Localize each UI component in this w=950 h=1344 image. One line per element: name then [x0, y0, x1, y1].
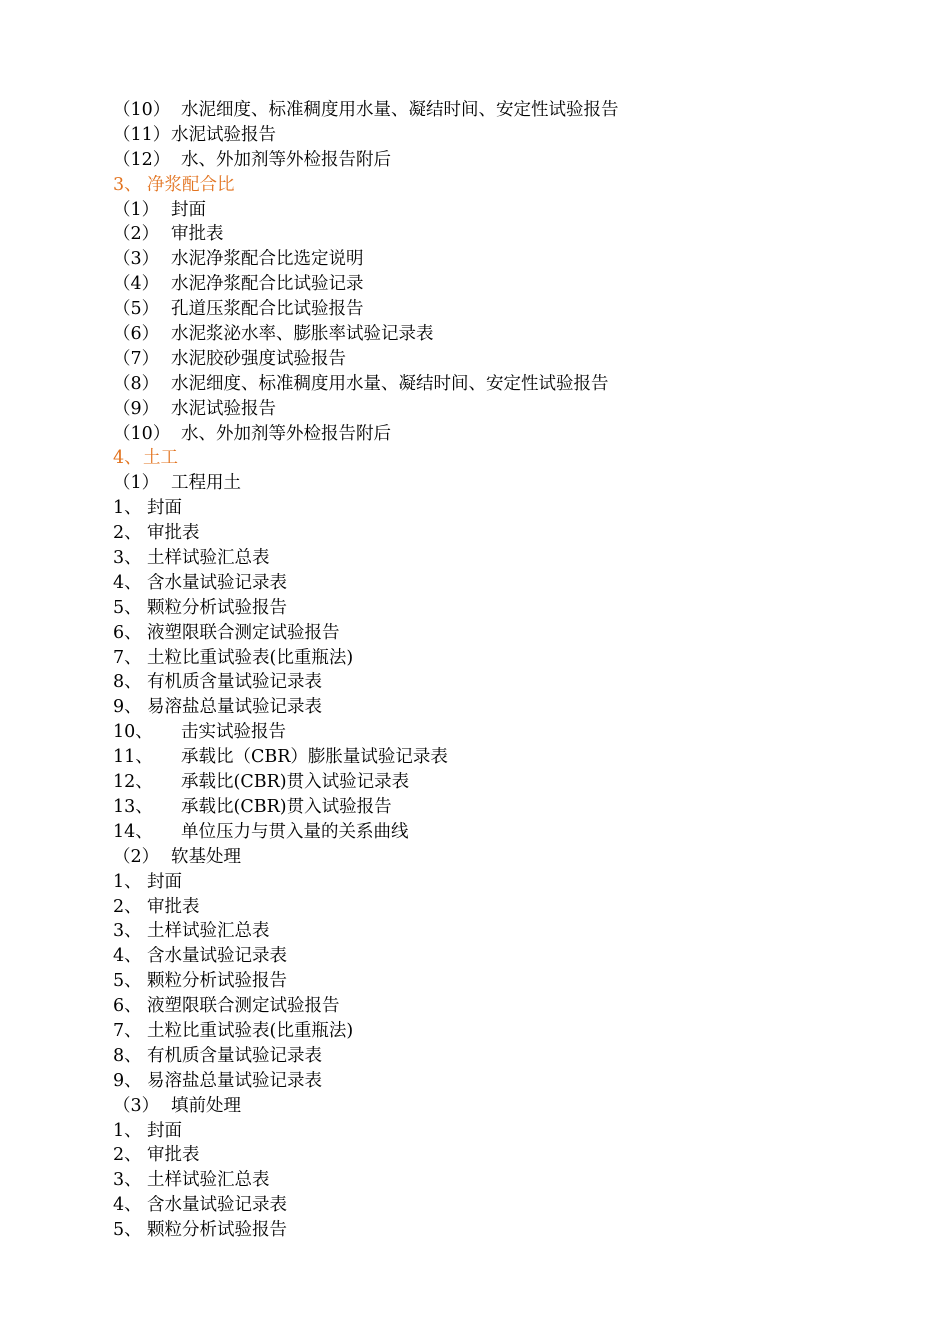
- item-text: 易溶盐总量试验记录表: [147, 1070, 322, 1091]
- item-number: 3、: [113, 174, 142, 195]
- item-text: 颗粒分析试验报告: [147, 597, 287, 618]
- item-text: 承载比(CBR)贯入试验记录表: [181, 772, 410, 793]
- item-text: 颗粒分析试验报告: [147, 1220, 287, 1241]
- list-item: [113, 969, 913, 994]
- item-text: 封面: [171, 199, 206, 220]
- item-text: 含水量试验记录表: [147, 1195, 287, 1216]
- list-item: [113, 1069, 913, 1094]
- item-number: 1、: [113, 498, 142, 519]
- list-item: [113, 272, 913, 297]
- list-item: [113, 347, 913, 372]
- item-number: 3、: [113, 548, 142, 569]
- list-item: [113, 919, 913, 944]
- list-item: [113, 521, 913, 546]
- item-number: 6、: [113, 622, 142, 643]
- list-item: [113, 397, 913, 422]
- item-text: 封面: [147, 871, 182, 892]
- item-text: 土样试验汇总表: [147, 1170, 270, 1191]
- item-number: （3）: [113, 249, 160, 270]
- list-item: [113, 571, 913, 596]
- item-number: 7、: [113, 1020, 142, 1041]
- list-item: [113, 247, 913, 272]
- item-text: 有机质含量试验记录表: [147, 1045, 322, 1066]
- list-item: [113, 148, 913, 173]
- list-item: [113, 845, 913, 870]
- item-number: （2）: [113, 224, 160, 245]
- item-text: 液塑限联合测定试验报告: [147, 996, 340, 1017]
- list-item: [113, 621, 913, 646]
- item-number: 5、: [113, 971, 142, 992]
- item-text: 审批表: [171, 224, 224, 245]
- item-text: 水泥细度、标准稠度用水量、凝结时间、安定性试验报告: [181, 100, 619, 120]
- item-text: 封面: [147, 1120, 182, 1141]
- item-number: 1、: [113, 871, 142, 892]
- item-text: 承载比（CBR）膨胀量试验记录表: [181, 747, 448, 768]
- list-item: [113, 820, 913, 845]
- item-text: 土粒比重试验表(比重瓶法): [147, 1020, 354, 1041]
- item-text: 土工: [143, 448, 178, 469]
- document-body: [113, 98, 913, 1243]
- item-text: 水泥浆泌水率、膨胀率试验记录表: [171, 324, 434, 345]
- item-number: （2）: [113, 846, 160, 867]
- item-number: 13、: [113, 796, 153, 817]
- item-text: 液塑限联合测定试验报告: [147, 622, 340, 643]
- item-text: 土样试验汇总表: [147, 548, 270, 569]
- item-text: 填前处理: [171, 1095, 241, 1116]
- item-number: （11）: [113, 124, 171, 145]
- item-text: 含水量试验记录表: [147, 946, 287, 967]
- item-text: 工程用土: [171, 473, 241, 494]
- item-number: 2、: [113, 523, 142, 544]
- list-item: [113, 1193, 913, 1218]
- item-number: （3）: [113, 1095, 160, 1116]
- item-text: 水泥胶砂强度试验报告: [171, 348, 346, 369]
- item-number: 3、: [113, 921, 142, 942]
- list-item: [113, 322, 913, 347]
- item-number: （1）: [113, 473, 160, 494]
- list-item: [113, 1218, 913, 1243]
- list-item: [113, 372, 913, 397]
- item-number: 9、: [113, 1070, 142, 1091]
- item-number: 4、: [113, 946, 142, 967]
- list-item: [113, 123, 913, 148]
- item-number: （4）: [113, 274, 160, 295]
- item-text: 水泥净浆配合比选定说明: [171, 249, 364, 270]
- item-text: 土粒比重试验表(比重瓶法): [147, 647, 354, 668]
- list-item: [113, 1143, 913, 1168]
- item-number: （8）: [113, 373, 160, 394]
- list-item: [113, 422, 913, 447]
- list-item: [113, 297, 913, 322]
- item-text: 审批表: [147, 896, 200, 917]
- list-item: [113, 546, 913, 571]
- item-number: （10）: [113, 423, 171, 444]
- list-item: [113, 1019, 913, 1044]
- item-text: 水、外加剂等外检报告附后: [181, 149, 391, 170]
- item-text: 审批表: [147, 523, 200, 544]
- item-text: 水泥细度、标准稠度用水量、凝结时间、安定性试验报告: [171, 373, 609, 394]
- item-number: 10、: [113, 722, 153, 743]
- item-number: 2、: [113, 896, 142, 917]
- list-item: [113, 994, 913, 1019]
- item-text: 承载比(CBR)贯入试验报告: [181, 796, 392, 817]
- item-text: 有机质含量试验记录表: [147, 672, 322, 693]
- item-number: 4、: [113, 1195, 142, 1216]
- list-item: [113, 720, 913, 745]
- list-item: [113, 471, 913, 496]
- list-item: [113, 944, 913, 969]
- item-number: 14、: [113, 821, 153, 842]
- list-item: [113, 646, 913, 671]
- list-item: [113, 596, 913, 621]
- item-text: 孔道压浆配合比试验报告: [171, 299, 364, 320]
- list-item: [113, 695, 913, 720]
- item-text: 土样试验汇总表: [147, 921, 270, 942]
- item-text: 封面: [147, 498, 182, 519]
- list-item: [113, 795, 913, 820]
- item-number: （9）: [113, 398, 160, 419]
- item-number: （10）: [113, 100, 171, 120]
- item-text: 击实试验报告: [181, 722, 286, 743]
- item-text: 水泥试验报告: [171, 124, 276, 145]
- item-text: 水、外加剂等外检报告附后: [181, 423, 391, 444]
- list-item: [113, 1168, 913, 1193]
- item-number: 7、: [113, 647, 142, 668]
- item-number: 3、: [113, 1170, 142, 1191]
- item-number: （7）: [113, 348, 160, 369]
- item-number: 12、: [113, 772, 153, 793]
- item-number: 5、: [113, 597, 142, 618]
- item-number: 4、: [113, 572, 142, 593]
- section-heading: [113, 446, 913, 471]
- list-item: [113, 895, 913, 920]
- list-item: [113, 1044, 913, 1069]
- item-text: 水泥净浆配合比试验记录: [171, 274, 364, 295]
- item-number: 5、: [113, 1220, 142, 1241]
- item-number: 8、: [113, 672, 142, 693]
- list-item: [113, 496, 913, 521]
- item-number: 9、: [113, 697, 142, 718]
- list-item: [113, 745, 913, 770]
- list-item: [113, 222, 913, 247]
- list-item: [113, 870, 913, 895]
- item-text: 含水量试验记录表: [147, 572, 287, 593]
- item-text: 易溶盐总量试验记录表: [147, 697, 322, 718]
- item-number: （6）: [113, 324, 160, 345]
- item-number: 1、: [113, 1120, 142, 1141]
- list-item: [113, 770, 913, 795]
- item-text: 净浆配合比: [147, 174, 235, 195]
- list-item: [113, 1119, 913, 1144]
- item-number: 4、: [113, 448, 142, 469]
- item-number: 11、: [113, 747, 153, 768]
- item-text: 单位压力与贯入量的关系曲线: [181, 821, 409, 842]
- item-number: 2、: [113, 1145, 142, 1166]
- item-number: 6、: [113, 996, 142, 1017]
- item-text: 水泥试验报告: [171, 398, 276, 419]
- list-item: [113, 98, 913, 123]
- item-text: 软基处理: [171, 846, 241, 867]
- item-text: 审批表: [147, 1145, 200, 1166]
- item-text: 颗粒分析试验报告: [147, 971, 287, 992]
- list-item: [113, 198, 913, 223]
- item-number: （1）: [113, 199, 160, 220]
- item-number: 8、: [113, 1045, 142, 1066]
- list-item: [113, 670, 913, 695]
- section-heading: [113, 173, 913, 198]
- list-item: [113, 1094, 913, 1119]
- item-number: （5）: [113, 299, 160, 320]
- item-number: （12）: [113, 149, 171, 170]
